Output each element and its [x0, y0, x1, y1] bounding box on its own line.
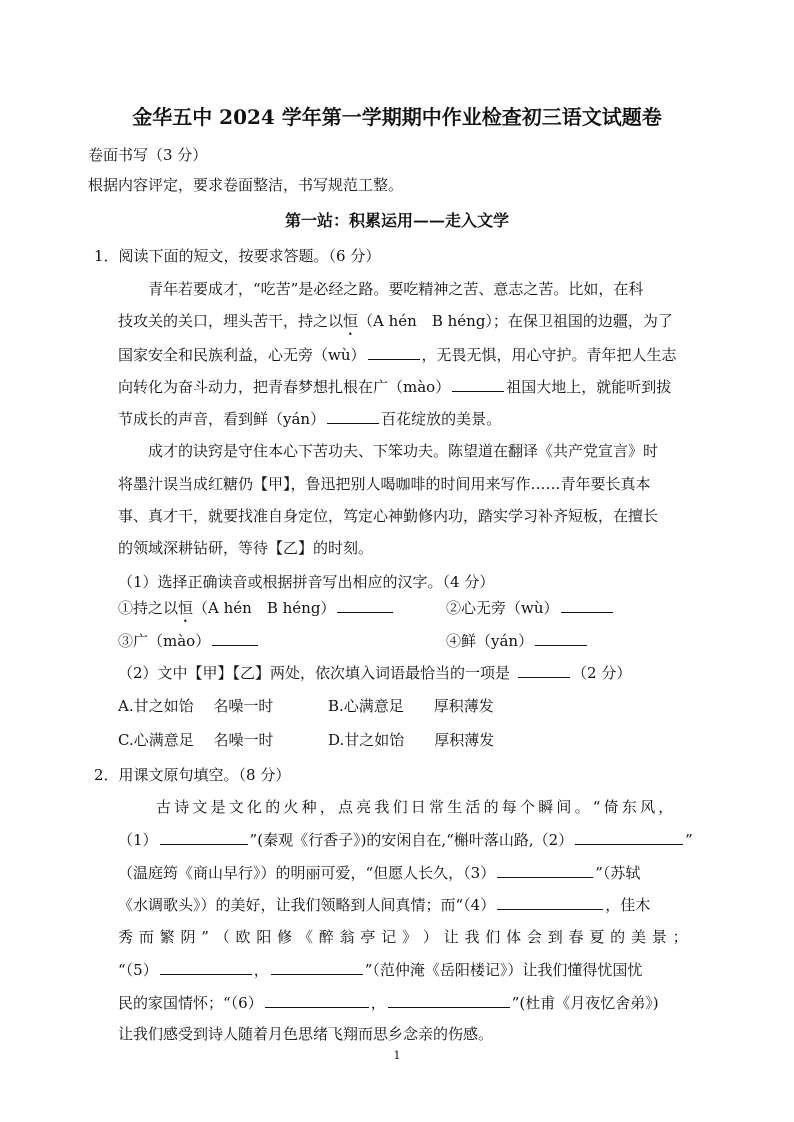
section-title: 第一站：积累运用——走入文学: [284, 211, 509, 230]
blank-poem6a[interactable]: [265, 991, 369, 1008]
q2-line5-char: ”: [201, 928, 209, 946]
q2-line3: [118, 861, 640, 884]
q2-line5-char: 《: [297, 928, 313, 946]
q1-p1-text: 向转化为奋斗动力，把青春梦想扎根在广（mào）: [118, 378, 451, 396]
q1-item3: [118, 629, 260, 652]
q1-p1-line5: [118, 407, 501, 430]
blank-yan[interactable]: [327, 407, 379, 424]
q2-line5-char: 会: [526, 928, 542, 946]
blank-item2[interactable]: [561, 596, 613, 613]
q2-line1: 古诗文是文化的火种，点亮我们日常生活的每个瞬间。“倚东风，: [156, 798, 677, 816]
q1-sub2: [118, 661, 631, 684]
blank-poem1[interactable]: [160, 828, 248, 845]
blank-poem5a[interactable]: [160, 958, 252, 975]
q2-line4-text: 《水调歌头》）的美好，让我们领略到人间真情；而“（4）: [118, 896, 496, 914]
q1-stem: 1．阅读下面的短文，按要求答题。（6 分）: [94, 247, 381, 265]
blank-poem2[interactable]: [575, 828, 683, 845]
q2-line4: [118, 893, 650, 916]
q1-p1-text: 节成长的声音，看到鲜（yán）: [118, 410, 326, 428]
q2-line5-char: 记: [381, 928, 397, 946]
q2-line5-char: 的: [610, 928, 626, 946]
blank-item4[interactable]: [535, 629, 587, 646]
q2-line3-end: ”（苏轼: [595, 864, 641, 882]
option-a: A.甘之如饴 名噪一时: [118, 697, 274, 715]
q2-line5-char: ）: [422, 928, 438, 946]
q1-sub2-score: （2 分）: [572, 664, 632, 682]
handwriting-note: 根据内容评定，要求卷面整洁，书写规范工整。: [88, 176, 404, 194]
q1-p2-line3: 事、真才干，就要找准自身定位，笃定心神勤修内功，踏实学习补齐短板，在擅长: [118, 507, 659, 525]
q1-p1-text: ，无畏无惧，用心守护。青年把人生志: [421, 346, 677, 364]
q2-line5-char: 秀: [118, 928, 134, 946]
q2-comma6: ，: [370, 994, 386, 1012]
q2-line5-char: 阴: [180, 928, 196, 946]
q2-line5-char: 夏: [589, 928, 605, 946]
q1-item4: [446, 629, 589, 652]
q2-num1: （1）: [118, 831, 158, 849]
q1-p1-line2: [118, 310, 673, 339]
q1-item1-options: （A hén B héng）: [193, 599, 336, 617]
blank-poem3[interactable]: [497, 861, 593, 878]
q2-line5-char: ；: [672, 928, 688, 946]
q1-item3-label: ③广（mào）: [118, 632, 211, 650]
page-title: 金华五中 2024 学年第一学期期中作业检查初三语文试题卷: [132, 105, 662, 129]
q1-p1-line3: [118, 343, 677, 366]
q1-p1-line4: [118, 375, 671, 398]
q2-line5-char: 醉: [318, 928, 334, 946]
q1-dotted-char: 恒: [343, 312, 359, 330]
q2-line5-char: 们: [485, 928, 501, 946]
q1-item2: [446, 596, 615, 619]
q2-line5-char: 翁: [339, 928, 355, 946]
q1-p1-text: 祖国大地上，就能听到拔: [506, 378, 672, 396]
q2-line5-char: （: [214, 928, 230, 946]
q2-line2-text: ”(秦观《行香子》)的安闲自在,“槲叶落山路,（2）: [249, 831, 574, 849]
blank-wu[interactable]: [368, 343, 420, 360]
q2-line3-text: （温庭筠《商山早行》）的明丽可爱，“但愿人长久，（3）: [118, 864, 496, 882]
q2-line5-char: 欧: [235, 928, 251, 946]
blank-item1[interactable]: [337, 596, 393, 613]
q2-line5-char: 春: [568, 928, 584, 946]
blank-mao[interactable]: [452, 375, 504, 392]
option-b: B.心满意足 厚积薄发: [328, 697, 494, 715]
q2-line5-char: 让: [443, 928, 459, 946]
option-d: D.甘之如饴 厚积薄发: [328, 731, 495, 749]
q2-line5-char: 阳: [256, 928, 272, 946]
q2-line7-end: ”(杜甫《月夜忆舍弟》): [511, 994, 659, 1012]
q2-stem: 2．用课文原句填空。（8 分）: [94, 766, 291, 784]
q1-item1: [118, 596, 395, 626]
q2-line5-char: 修: [277, 928, 293, 946]
q1-p2-line4: 的领域深耕钻研，等待【乙】的时刻。: [118, 539, 374, 557]
q1-item1-dotted: 恒: [178, 599, 194, 617]
blank-poem4[interactable]: [497, 893, 603, 910]
q2-line5-char: 繁: [159, 928, 175, 946]
q1-p1-text: 技攻关的关口，埋头苦干，持之以: [118, 312, 344, 330]
q1-sub2-text: （2）文中【甲】【乙】两处，依次填入词语最恰当的一项是: [118, 664, 511, 682]
q2-line6-end: ”（范仲淹《岳阳楼记》）让我们懂得忧国忧: [364, 961, 643, 979]
q1-p1-text: （A hén B héng）；在保卫祖国的边疆，为了: [358, 312, 673, 330]
q2-line5-char: 到: [547, 928, 563, 946]
q2-line5-char: 》: [402, 928, 418, 946]
blank-poem6b[interactable]: [388, 991, 510, 1008]
q1-p2-line2: 将墨汁误当成红糖仍【甲】，鲁迅把别人喝咖啡的时间用来写作……青年要长真本: [118, 475, 651, 493]
q1-item4-label: ④鲜（yán）: [446, 632, 534, 650]
q2-line5-char: 美: [630, 928, 646, 946]
q2-line5-char: 亭: [360, 928, 376, 946]
q2-comma5: ，: [253, 961, 269, 979]
q1-item2-label: ②心无旁（wù）: [446, 599, 559, 617]
option-c: C.心满意足 名噪一时: [118, 731, 274, 749]
q2-line2-end: ”: [685, 831, 693, 849]
q2-line6: [118, 958, 642, 981]
q2-num5: “（5）: [118, 961, 158, 979]
q1-sub1: （1）选择正确读音或根据拼音写出相应的汉字。（4 分）: [118, 573, 495, 591]
q2-line5-char: 体: [506, 928, 522, 946]
q2-line8: 让我们感受到诗人随着月色思绪飞翔而思乡念亲的伤感。: [118, 1025, 494, 1043]
q1-p2-line1: 成才的诀窍是守住本心下苦功夫、下笨功夫。陈望道在翻译《共产党宣言》时: [148, 442, 659, 460]
blank-item3[interactable]: [212, 629, 258, 646]
q2-line4-end: ，佳木: [605, 896, 651, 914]
q2-line5-char: 而: [138, 928, 154, 946]
q1-item1-label: ①持之以: [118, 599, 179, 617]
q2-num6: 民的家国情怀；“（6）: [118, 994, 263, 1012]
q2-line5-char: 我: [464, 928, 480, 946]
blank-sub2[interactable]: [518, 661, 570, 678]
q1-p1-text: 百花绽放的美景。: [381, 410, 502, 428]
q2-line5: [118, 926, 688, 948]
q2-line5-char: 景: [651, 928, 667, 946]
q2-line2: [118, 828, 693, 851]
q1-p1-line1: 青年若要成才，“吃苦”是必经之路。要吃精神之苦、意志之苦。比如，在科: [148, 280, 644, 298]
blank-poem5b[interactable]: [271, 958, 363, 975]
q2-line7: [118, 991, 659, 1014]
q1-p1-text: 国家安全和民族利益，心无旁（wù）: [118, 346, 366, 364]
page-number: 1: [393, 1049, 401, 1062]
handwriting-heading: 卷面书写（3 分）: [88, 146, 208, 164]
